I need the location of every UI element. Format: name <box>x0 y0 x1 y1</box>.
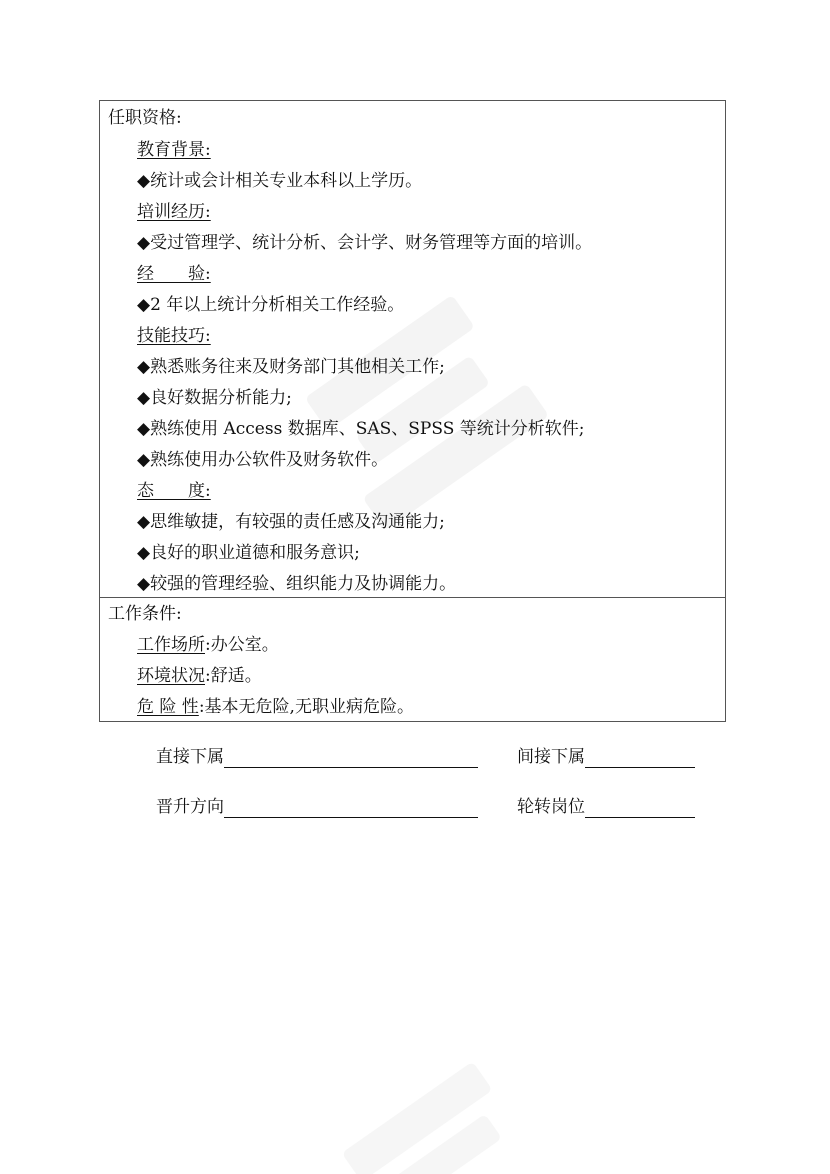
skills-item: ◆熟悉账务往来及财务部门其他相关工作; <box>137 357 445 377</box>
promotion-blank[interactable] <box>224 799 478 818</box>
skills-item: ◆熟练使用办公软件及财务软件。 <box>137 450 389 470</box>
work-place-value: :办公室。 <box>205 635 279 655</box>
indirect-subordinate-blank[interactable] <box>585 749 695 768</box>
attitude-label: 态 度: <box>137 481 211 501</box>
promotion-label: 晋升方向 <box>156 797 224 817</box>
experience-label: 经 验: <box>137 264 211 284</box>
environment-value: :舒适。 <box>205 666 262 686</box>
direct-subordinate-label: 直接下属 <box>156 747 224 767</box>
attitude-item: ◆思维敏捷，有较强的责任感及沟通能力; <box>137 512 445 532</box>
rotation-row <box>517 796 695 818</box>
direct-subordinate-blank[interactable] <box>224 749 478 768</box>
training-label: 培训经历: <box>137 202 211 222</box>
risk-value: :基本无危险,无职业病危险。 <box>198 697 414 717</box>
indirect-subordinate-label: 间接下属 <box>517 747 585 767</box>
risk-label: 危 险 性 <box>137 697 199 717</box>
experience-item: ◆2 年以上统计分析相关工作经验。 <box>137 295 405 315</box>
section-divider <box>100 597 725 598</box>
environment-row <box>137 665 262 687</box>
work-place-label: 工作场所 <box>137 635 205 655</box>
promotion-row <box>156 796 478 818</box>
job-requirements-table <box>99 100 726 722</box>
rotation-blank[interactable] <box>585 799 695 818</box>
rotation-label: 轮转岗位 <box>517 797 585 817</box>
environment-label: 环境状况 <box>137 666 205 686</box>
training-item: ◆受过管理学、统计分析、会计学、财务管理等方面的培训。 <box>137 233 593 253</box>
conditions-heading: 工作条件: <box>108 604 182 624</box>
watermark-logo-bottom <box>330 1040 530 1174</box>
skills-label: 技能技巧: <box>137 326 211 346</box>
skills-item: ◆良好数据分析能力; <box>137 388 292 408</box>
education-item: ◆统计或会计相关专业本科以上学历。 <box>137 171 423 191</box>
risk-row <box>137 696 414 718</box>
skills-item: ◆熟练使用 Access 数据库、SAS、SPSS 等统计分析软件; <box>137 419 585 439</box>
work-place-row <box>137 634 279 656</box>
indirect-subordinate-row <box>517 746 695 768</box>
direct-subordinate-row <box>156 746 478 768</box>
attitude-item: ◆较强的管理经验、组织能力及协调能力。 <box>137 574 457 594</box>
qualifications-heading: 任职资格: <box>108 108 182 128</box>
attitude-item: ◆良好的职业道德和服务意识; <box>137 543 360 563</box>
education-label: 教育背景: <box>137 140 211 160</box>
